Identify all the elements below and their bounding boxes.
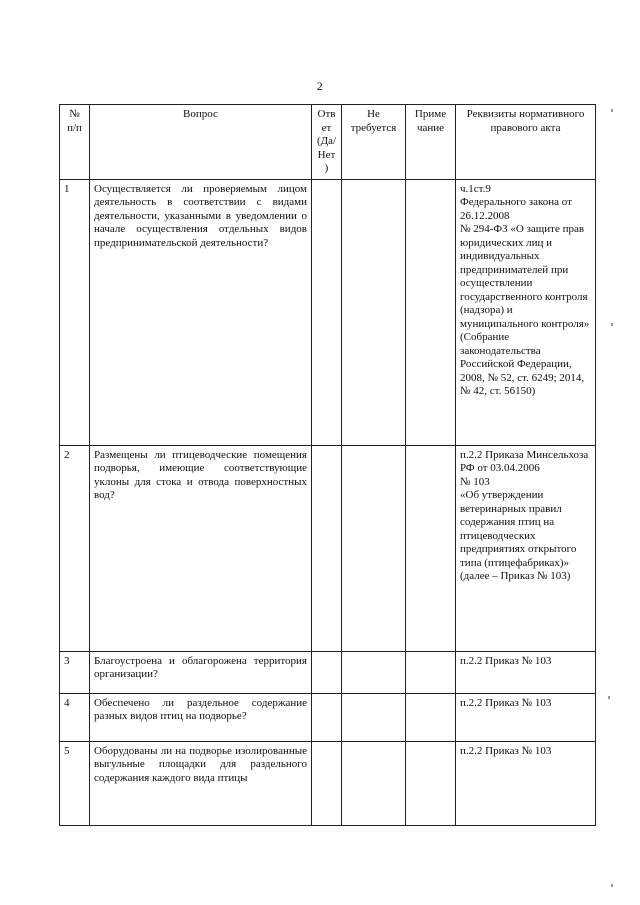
- table-row: [60, 741, 596, 825]
- row-requisites: п.2.2 Приказа Минсельхоза РФ от 03.04.2006 № 103 «Об утверждении ветеринарных правил содержания птиц на птицеводческих предприятиях открытого типа (птицефабриках)» (далее – Приказ № 103): [456, 445, 596, 651]
- row-note-cell[interactable]: [406, 179, 456, 445]
- header-not-required: Не требуется: [342, 105, 406, 180]
- row-answer-cell[interactable]: [312, 179, 342, 445]
- row-number: 2: [60, 445, 90, 651]
- row-number: 3: [60, 651, 90, 693]
- row-answer-cell[interactable]: [312, 693, 342, 741]
- row-note-cell[interactable]: [406, 693, 456, 741]
- row-not-required-cell[interactable]: [342, 445, 406, 651]
- row-question: Обеспечено ли раздельное содержание разных видов птиц на подворье?: [90, 693, 312, 741]
- table-row: [60, 445, 596, 651]
- header-number: № п/п: [60, 105, 90, 180]
- row-note-cell[interactable]: [406, 651, 456, 693]
- page-number: 2: [316, 79, 324, 93]
- table-header-row: [60, 105, 596, 180]
- table-row: [60, 179, 596, 445]
- row-requisites: ч.1ст.9 Федерального закона от 26.12.2008 № 294-ФЗ «О защите прав юридических лиц и индивидуальных предпринимателей при осуществлении государственного контроля (надзора) и муниципального контроля» (Собрание законодательства Российской Федерации, 2008, № 52, ст. 6249; 2014, № 42, ст. 56150): [456, 179, 596, 445]
- row-answer-cell[interactable]: [312, 445, 342, 651]
- row-note-cell[interactable]: [406, 445, 456, 651]
- header-answer: Отв ет (Да/ Нет): [312, 105, 342, 180]
- row-number: 4: [60, 693, 90, 741]
- scan-speck: [611, 109, 613, 112]
- row-requisites: п.2.2 Приказ № 103: [456, 741, 596, 825]
- row-number: 1: [60, 179, 90, 445]
- scan-speck: [611, 323, 613, 326]
- checklist-table: [59, 104, 596, 826]
- row-question: Оборудованы ли на подворье изолированные выгульные площадки для раздельного содержания каждого вида птицы: [90, 741, 312, 825]
- row-not-required-cell[interactable]: [342, 651, 406, 693]
- row-not-required-cell[interactable]: [342, 179, 406, 445]
- scan-speck: [611, 884, 613, 887]
- row-requisites: п.2.2 Приказ № 103: [456, 693, 596, 741]
- row-answer-cell[interactable]: [312, 741, 342, 825]
- row-not-required-cell[interactable]: [342, 693, 406, 741]
- row-answer-cell[interactable]: [312, 651, 342, 693]
- row-not-required-cell[interactable]: [342, 741, 406, 825]
- row-requisites: п.2.2 Приказ № 103: [456, 651, 596, 693]
- row-number: 5: [60, 741, 90, 825]
- row-question: Благоустроена и облагорожена территория организации?: [90, 651, 312, 693]
- table-row: [60, 693, 596, 741]
- row-note-cell[interactable]: [406, 741, 456, 825]
- row-question: Размещены ли птицеводческие помещения подворья, имеющие соответствующие уклоны для стока и отвода поверхностных вод?: [90, 445, 312, 651]
- table-row: [60, 651, 596, 693]
- scan-speck: [608, 696, 610, 699]
- header-question: Вопрос: [90, 105, 312, 180]
- header-note: Приме чание: [406, 105, 456, 180]
- header-requisites: Реквизиты нормативного правового акта: [456, 105, 596, 180]
- row-question: Осуществляется ли проверяемым лицом деятельность в соответствии с видами деятельности, указанными в уведомлении о начале осуществления отдельных видов предпринимательской деятельности?: [90, 179, 312, 445]
